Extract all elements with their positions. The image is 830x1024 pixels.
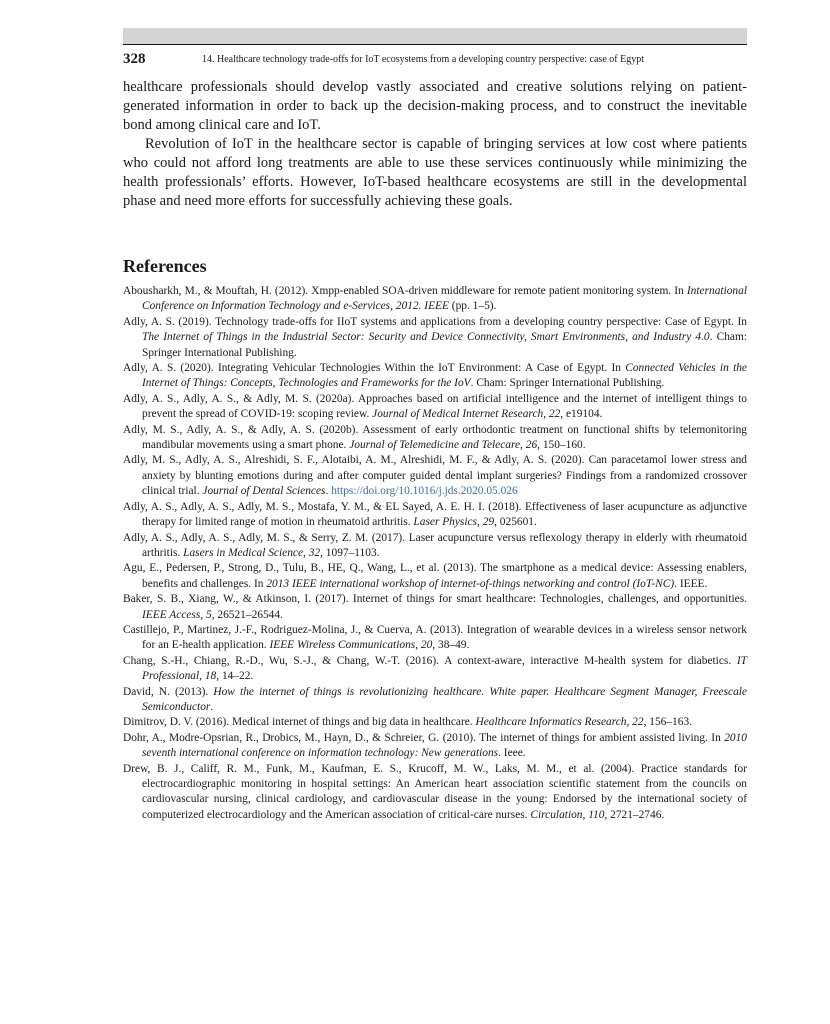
reference-text: Castillejo, P., Martinez, J.-F., Rodriguez-Molina, J., & Cuerva, A. (2013). Integration of wearable devices in a wireless sensor network for an E-health application. (123, 623, 747, 652)
reference-list (123, 284, 747, 823)
reference-tail: , 14–22. (216, 670, 254, 683)
reference-source: Laser Physics, 29 (413, 516, 495, 529)
reference-tail: , 38–49. (432, 639, 470, 652)
reference-item (123, 561, 747, 592)
reference-tail: , 025601. (494, 516, 537, 529)
reference-source: IT Professional, 18 (142, 654, 747, 683)
reference-text: Agu, E., Pedersen, P., Strong, D., Tulu, B., HE, Q., Wang, L., et al. (2013). The smartphone as a medical device: Assessing enablers, benefits and challenges. In (123, 562, 747, 590)
reference-source: Connected Vehicles in the Internet of Things: Concepts, Technologies and Frameworks for the IoV (142, 362, 747, 390)
reference-text: Dohr, A., Modre-Opsrian, R., Drobics, M., Hayn, D., & Schreier, G. (2010). The internet of things for ambient assisted living. In (123, 731, 725, 744)
reference-item (123, 531, 747, 562)
reference-source: Healthcare Informatics Research, 22 (475, 716, 644, 729)
reference-tail: , e19104. (560, 408, 603, 421)
reference-item (123, 453, 747, 499)
body-paragraph: healthcare professionals should develop vastly associated and creative solutions relying on patient-generated information in order to back up the decision-making process, and to construct the inevitable bond among clinical care and IoT. (123, 79, 747, 133)
reference-tail: , 150–160. (537, 439, 586, 452)
reference-text: Abousharkh, M., & Mouftah, H. (2012). Xmpp-enabled SOA-driven middleware for remote patient monitoring system. In (123, 285, 687, 297)
reference-item (123, 500, 747, 531)
reference-tail: , 1097–1103. (320, 546, 380, 559)
page-header (123, 51, 747, 69)
reference-text: Adly, A. S., Adly, A. S., & Adly, M. S. (2020a). Approaches based on artificial intelligence and the internet of intelligent things to prevent the spread of COVID-19: scoping review. (123, 392, 747, 421)
reference-tail: , 2721–2746. (604, 808, 665, 821)
reference-text: Adly, M. S., Adly, A. S., & Adly, A. S. (2020b). Assessment of early orthodontic treatment on functional shifts by telemonitoring mandibular movements using a smart phone. (123, 423, 747, 452)
reference-item (123, 284, 747, 315)
reference-item (123, 423, 747, 454)
reference-tail: , 26521–26544. (211, 608, 283, 621)
running-head: 14. Healthcare technology trade-offs for IoT ecosystems from a developing country perspective: case of Egypt (202, 54, 644, 65)
reference-text: Adly, A. S. (2020). Integrating Vehicular Technologies Within the IoT Environment: A Case of Egypt. In (123, 362, 626, 375)
reference-item (123, 361, 747, 392)
reference-text: Adly, M. S., Adly, A. S., Alreshidi, S. F., Alotaibi, A. M., Alreshidi, M. F., & Adly, A. S. (2020). Can paracetamol lower stress and anxiety by blunting emotions during and after computer guided dental implant surgeries? Findings from a randomized crossover clinical trial. (123, 454, 747, 498)
reference-source: IEEE Wireless Communications, 20 (269, 639, 433, 652)
reference-text: Chang, S.-H., Chiang, R.-D., Wu, S.-J., & Chang, W.-T. (2016). A context-aware, interactive M-health system for diabetics. (123, 654, 737, 667)
reference-text: Adly, A. S. (2019). Technology trade-offs for IIoT systems and applications from a developing country perspective: Case of Egypt. In (123, 315, 747, 328)
reference-item (123, 654, 747, 685)
doi-link[interactable]: https://doi.org/10.1016/j.jds.2020.05.026 (331, 485, 518, 498)
reference-item (123, 392, 747, 423)
reference-item (123, 685, 747, 716)
page-number: 328 (123, 51, 146, 67)
reference-tail: . IEEE. (674, 577, 708, 590)
reference-tail: . (325, 485, 332, 498)
reference-source: IEEE Access, 5 (142, 608, 212, 621)
reference-source: Circulation, 110 (530, 808, 605, 821)
reference-text: Adly, A. S., Adly, A. S., Adly, M. S., Mostafa, Y. M., & EL Sayed, A. E. H. I. (2018). Effectiveness of laser acupuncture as adjunctive therapy for limited range of motion in rheumatoid arthritis. (123, 500, 747, 529)
reference-text: Adly, A. S., Adly, A. S., Adly, M. S., & Serry, Z. M. (2017). Laser acupuncture versus reflexology therapy in elderly with rheumatoid arthritis. (123, 531, 747, 559)
reference-source: The Internet of Things in the Industrial Sector: Security and Device Connectivity, Smart Environments, and Industry 4.0 (142, 331, 710, 344)
body-paragraph: Revolution of IoT in the healthcare sector is capable of bringing services at low cost where patients who could not afford long treatments are able to use these services continuously while minimizing the health professionals’ efforts. However, IoT-based healthcare ecosystems are still in the developmental phase and need more efforts for successfully achieving these goals. (123, 136, 747, 209)
reference-item (123, 623, 747, 654)
reference-text: Baker, S. B., Xiang, W., & Atkinson, I. (2017). Internet of things for smart healthcare: Technologies, challenges, and opportunities. (123, 593, 747, 606)
reference-tail: . Ieee. (498, 747, 526, 760)
reference-item (123, 731, 747, 762)
body-text (123, 78, 747, 211)
reference-tail: . Cham: Springer International Publishing. (470, 377, 665, 390)
reference-item (123, 592, 747, 623)
reference-source: Lasers in Medical Science, 32 (183, 546, 321, 559)
reference-item (123, 715, 747, 730)
reference-source: 2010 seventh international conference on information technology: New generations (142, 731, 747, 760)
reference-source: Journal of Medical Internet Research, 22 (372, 408, 561, 421)
references-heading: References (123, 256, 207, 276)
reference-source: 2013 IEEE international workshop of internet-of-things networking and control (IoT-NC) (266, 577, 675, 590)
reference-tail: , 156–163. (643, 716, 692, 729)
reference-source: Journal of Telemedicine and Telecare, 26 (349, 439, 538, 452)
reference-source: How the internet of things is revolutionizing healthcare. White paper. Healthcare Segment Manager, Freescale Semiconductor (142, 685, 747, 713)
reference-text: Dimitrov, D. V. (2016). Medical internet of things and big data in healthcare. (123, 716, 476, 729)
reference-tail: (pp. 1–5). (448, 300, 497, 313)
reference-text: Drew, B. J., Califf, R. M., Funk, M., Kaufman, E. S., Krucoff, M. W., Laks, M. M., et al. (2004). Practice standards for electrocardiographic monitoring in hospital settings: An American heart association scientific statement from the councils on cardiovascular nursing, clinical cardiology, and cardiovascular disease in the young: Endorsed by the international society of computerized electrocardiology and the American association of critical-care nurses. (123, 762, 747, 821)
reference-text: David, N. (2013). (123, 685, 214, 698)
reference-item (123, 315, 747, 361)
reference-source: Journal of Dental Sciences (202, 485, 326, 498)
reference-tail: . (210, 700, 214, 713)
reference-item (123, 762, 747, 824)
reference-source: International Conference on Information Technology and e-Services, 2012. IEEE (142, 285, 747, 313)
reference-tail: . Cham: Springer International Publishing. (142, 331, 747, 359)
header-rule (123, 28, 747, 45)
